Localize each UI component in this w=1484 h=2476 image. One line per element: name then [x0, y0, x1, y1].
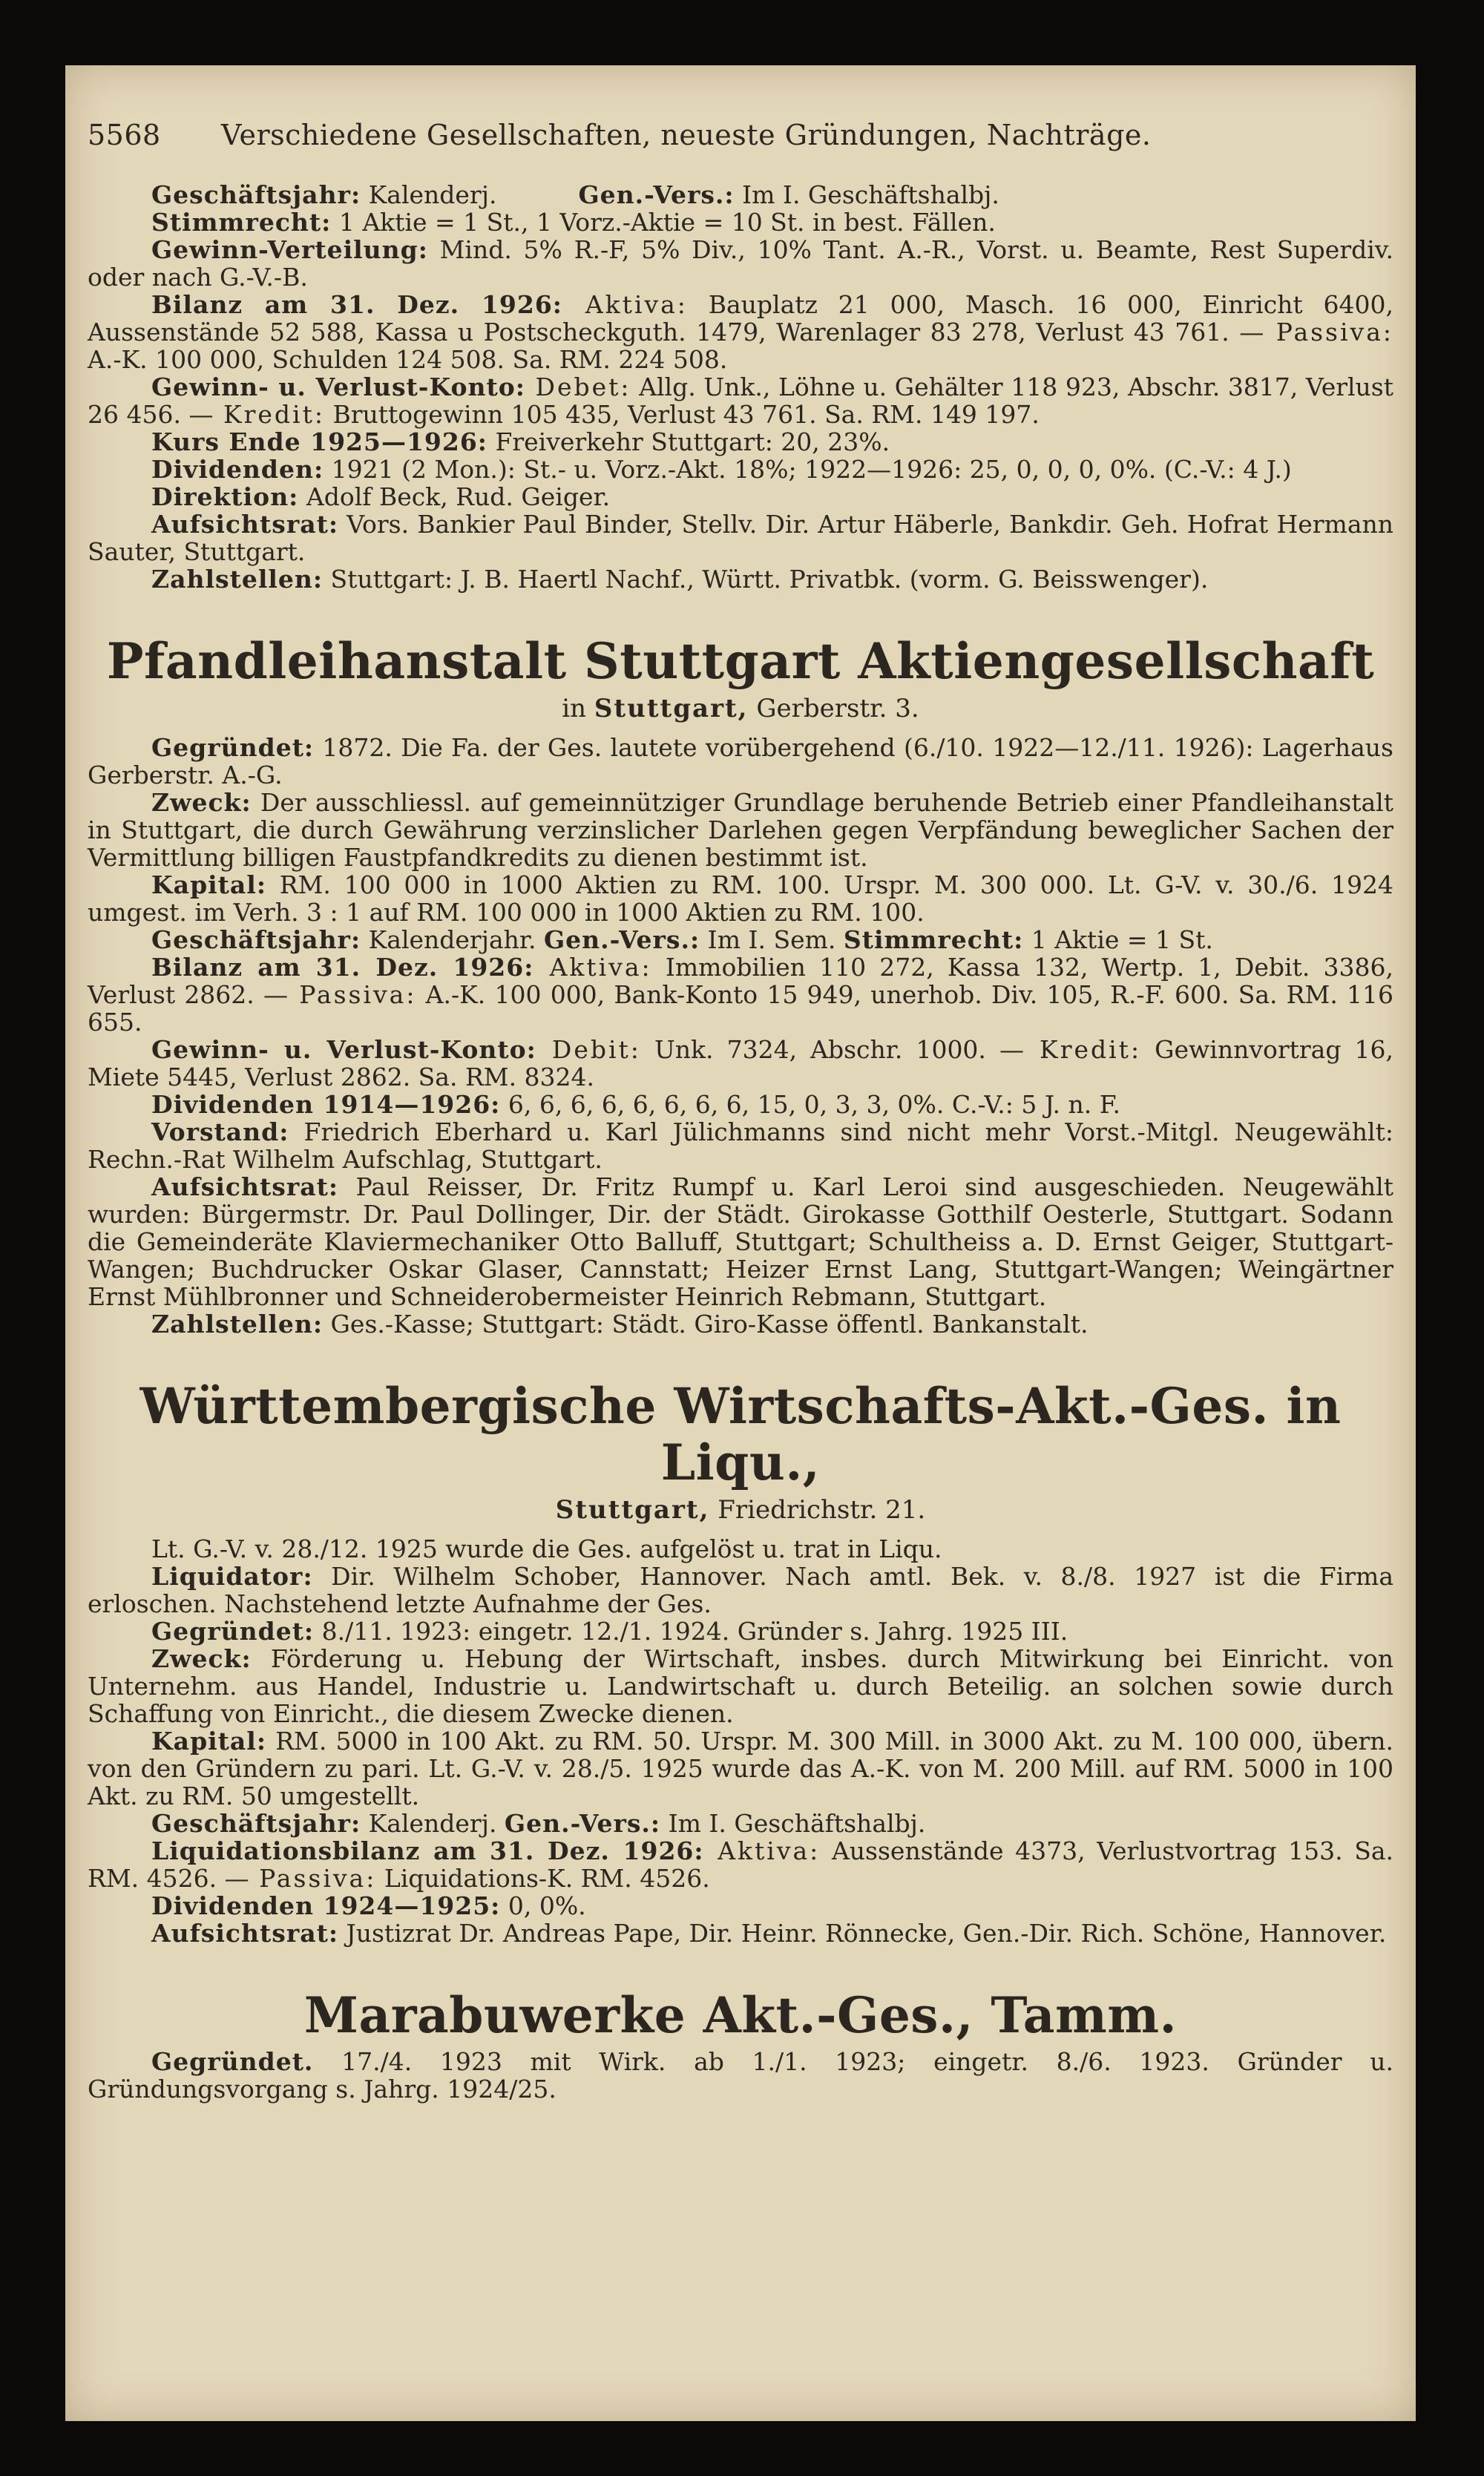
scanned-page	[65, 65, 1416, 2421]
label: Gegründet.	[151, 2047, 314, 2076]
direktion	[88, 483, 1393, 510]
label: Bilanz am 31. Dez. 1926:	[151, 290, 562, 319]
label: Stimmrecht:	[151, 208, 332, 237]
value: Immobilien 110 272, Kassa 132, Wertp. 1, Debit. 3386, Verlust 2862. —	[88, 953, 1393, 1009]
label: Zweck:	[151, 788, 252, 817]
label: Gen.-Vers.:	[578, 180, 735, 209]
gewinn-verteilung	[88, 236, 1393, 291]
value: Im I. Geschäftshalbj.	[734, 180, 999, 209]
value: Adolf Beck, Rud. Geiger.	[298, 482, 611, 511]
value: Kalenderjahr.	[361, 925, 544, 954]
value: Friedrich Eberhard u. Karl Jülichmanns sind nicht mehr Vorst.-Mitgl. Neugewählt: Rechn.-Rat Wilhelm Aufschlag, Stuttgart.	[88, 1117, 1393, 1174]
value: Allg. Unk., Löhne u. Gehälter 118 923, Abschr. 3817, Verlust 26 456. —	[88, 372, 1394, 429]
label: Bilanz am 31. Dez. 1926:	[151, 953, 534, 982]
value: Liquidations-K. RM. 4526.	[376, 1864, 710, 1893]
page-number: 5568	[88, 119, 161, 151]
bilanz	[88, 291, 1393, 373]
label: Gewinn- u. Verlust-Konto:	[151, 372, 525, 401]
liquidator	[88, 1563, 1393, 1618]
entry-wirtschafts-ag	[88, 1535, 1393, 1947]
value: Stuttgart: J. B. Haertl Nachf., Württ. Privatbk. (vorm. G. Beisswenger).	[323, 565, 1209, 594]
dividenden	[88, 456, 1393, 483]
value: Kalenderj.	[361, 1809, 505, 1838]
stimmrecht-line	[88, 208, 1393, 236]
value: RM. 100 000 in 1000 Aktien zu RM. 100. Urspr. M. 300 000. Lt. G-V. v. 30./6. 1924 umgest. im Verh. 3 : 1 auf RM. 100 000 in 1000 Aktien zu RM. 100.	[88, 870, 1393, 927]
label: Gen.-Vers.:	[504, 1809, 661, 1838]
value: Dir. Wilhelm Schober, Hannover. Nach amtl. Bek. v. 8./8. 1927 ist die Firma erloschen. Nachstehend letzte Aufnahme der Ges.	[88, 1562, 1393, 1618]
kapital	[88, 1727, 1393, 1810]
label: Direktion:	[151, 482, 299, 511]
value: Im I. Geschäftshalbj.	[660, 1809, 926, 1838]
label: Debit:	[536, 1035, 641, 1064]
company-heading-marabuwerke: Marabuwerke Akt.-Ges., Tamm.	[303, 1986, 1178, 2044]
value: A.-K. 100 000, Schulden 124 508. Sa. RM. 224 508.	[88, 345, 728, 374]
value: Förderung u. Hebung der Wirtschaft, insbes. durch Mitwirkung bei Einricht. von Unternehm. aus Handel, Industrie u. Landwirtschaft u. durch Beteilig. an solchen sowie durch Schaffung von Einricht., die diesem Zwecke dienen.	[88, 1644, 1393, 1728]
vorstand	[88, 1118, 1393, 1173]
label: Kurs Ende 1925—1926:	[151, 427, 487, 456]
label: Aktiva:	[562, 290, 688, 319]
value: 1872. Die Fa. der Ges. lautete vorübergehend (6./10. 1922—12./11. 1926): Lagerhaus Gerberstr. A.-G.	[88, 733, 1393, 789]
address: Friedrichstr. 21.	[709, 1495, 926, 1525]
entry-marabuwerke	[88, 2048, 1393, 2103]
label: Liquidator:	[151, 1562, 313, 1591]
company-heading-wirtschafts-ag: Württembergische Wirtschafts-Akt.-Ges. in Liqu.,	[139, 1377, 1342, 1491]
gegruendet	[88, 2048, 1393, 2103]
label: Aufsichtsrat:	[151, 1919, 339, 1948]
label: Aufsichtsrat:	[151, 1172, 339, 1201]
geschaeftsjahr-line	[88, 181, 1393, 208]
value: 0, 0%.	[500, 1891, 586, 1920]
value: Vors. Bankier Paul Binder, Stellv. Dir. Artur Häberle, Bankdir. Geh. Hofrat Hermann Sauter, Stuttgart.	[88, 510, 1393, 566]
value: 1 Aktie = 1 St.	[1023, 925, 1213, 954]
zahlstellen	[88, 565, 1393, 593]
value: Ges.-Kasse; Stuttgart: Städt. Giro-Kasse öffentl. Bankanstalt.	[323, 1310, 1089, 1339]
liquidationsbilanz	[88, 1837, 1393, 1892]
value: Kalenderj.	[361, 180, 497, 209]
value: Aussenstände 4373, Verlustvortrag 153. Sa. RM. 4526. —	[88, 1836, 1393, 1893]
value: Bauplatz 21 000, Masch. 16 000, Einricht 6400, Aussenstände 52 588, Kassa u Postscheckguth. 1479, Warenlager 83 278, Verlust 43 761. —	[88, 290, 1393, 347]
value: 1921 (2 Mon.): St.- u. Vorz.-Akt. 18%; 1922—1926: 25, 0, 0, 0, 0%. (C.-V.: 4 J.)	[324, 455, 1292, 484]
value: 17./4. 1923 mit Wirk. ab 1./1. 1923; eingetr. 8./6. 1923. Gründer u. Gründungsvorgang s. Jahrg. 1924/25.	[88, 2047, 1393, 2104]
label: Kredit:	[1023, 1035, 1142, 1064]
label: Zahlstellen:	[151, 565, 324, 594]
label: Kapital:	[151, 1727, 267, 1756]
dividenden	[88, 1091, 1393, 1118]
label: Dividenden 1914—1926:	[151, 1090, 501, 1119]
geschaeftsjahr-line	[88, 926, 1393, 953]
label: Passiva:	[249, 1864, 377, 1893]
entry-continued	[88, 181, 1393, 593]
address: Gerberstr. 3.	[748, 694, 919, 723]
geschaeftsjahr-line	[88, 1810, 1393, 1837]
label: Dividenden:	[151, 455, 324, 484]
label: Dividenden 1924—1925:	[151, 1891, 501, 1920]
gegruendet	[88, 1618, 1393, 1645]
value: Mind. 5% R.-F, 5% Div., 10% Tant. A.-R., Vorst. u. Beamte, Rest Superdiv. oder nach G.-V.-B.	[88, 235, 1393, 292]
value: Justizrat Dr. Andreas Pape, Dir. Heinr. Rönnecke, Gen.-Dir. Rich. Schöne, Hannover.	[338, 1919, 1387, 1948]
label: Gegründet:	[151, 733, 315, 762]
aufsichtsrat	[88, 1920, 1393, 1947]
value: Bruttogewinn 105 435, Verlust 43 761. Sa. RM. 149 197.	[324, 400, 1040, 429]
label: Debet:	[525, 372, 631, 401]
company-location	[88, 1495, 1393, 1525]
label: Zweck:	[151, 1644, 252, 1673]
label: Passiva:	[1264, 318, 1393, 347]
label: Stimmrecht:	[843, 925, 1024, 954]
company-location	[88, 694, 1393, 723]
intro: Lt. G.-V. v. 28./12. 1925 wurde die Ges. aufgelöst u. trat in Liqu.	[151, 1534, 942, 1563]
loc-prefix: in	[562, 694, 594, 723]
label: Gewinn- u. Verlust-Konto:	[151, 1035, 536, 1064]
city: Stuttgart,	[555, 1495, 710, 1525]
label: Geschäftsjahr:	[151, 180, 361, 209]
gewinn-verlust-konto	[88, 1036, 1393, 1091]
label: Geschäftsjahr:	[151, 1809, 361, 1838]
zahlstellen	[88, 1310, 1393, 1338]
label: Gewinn-Verteilung:	[151, 235, 428, 264]
value: Freiverkehr Stuttgart: 20, 23%.	[487, 427, 890, 456]
running-title: Verschiedene Gesellschaften, neueste Gründungen, Nachträge.	[221, 119, 1152, 151]
label: Aktiva:	[703, 1836, 821, 1865]
label: Vorstand:	[151, 1117, 289, 1146]
bilanz	[88, 953, 1393, 1036]
label: Gegründet:	[151, 1617, 315, 1646]
label: Passiva:	[288, 980, 417, 1009]
kapital	[88, 871, 1393, 926]
page-content	[88, 65, 1393, 2103]
value: Unk. 7324, Abschr. 1000. —	[640, 1035, 1024, 1064]
value: 8./11. 1923: eingetr. 12./1. 1924. Gründer s. Jahrg. 1925 III.	[314, 1617, 1068, 1646]
value: Der ausschliessl. auf gemeinnütziger Grundlage beruhende Betrieb einer Pfandleihanstalt in Stuttgart, die durch Gewährung verzinslicher Darlehen gegen Verpfändung beweglicher Sachen der Vermittlung billigen Faustpfandkredits zu dienen bestimmt ist.	[88, 788, 1393, 872]
running-head	[88, 119, 1393, 151]
value: RM. 5000 in 100 Akt. zu RM. 50. Urspr. M. 300 Mill. in 3000 Akt. zu M. 100 000, übern. von den Gründern zu pari. Lt. G.-V. v. 28./5. 1925 wurde das A.-K. von M. 200 Mill. auf RM. 5000 in 100 Akt. zu RM. 50 umgestellt.	[88, 1727, 1393, 1810]
value: Paul Reisser, Dr. Fritz Rumpf u. Karl Leroi sind ausgeschieden. Neugewählt wurden: Bürgermstr. Dr. Paul Dollinger, Dir. der Städt. Girokasse Gotthilf Oesterle, Stuttgart. Sodann die Gemeinderäte Klaviermechaniker Otto Balluff, Stuttgart; Schultheiss a. D. Ernst Geiger, Stuttgart-Wangen; Buchdrucker Oskar Glaser, Cannstatt; Heizer Ernst Lang, Stuttgart-Wangen; Weingärtner Ernst Mühlbronner und Schneiderobermeister Heinrich Rebmann, Stuttgart.	[88, 1172, 1393, 1311]
kurs	[88, 428, 1393, 456]
value: A.-K. 100 000, Bank-Konto 15 949, unerhob. Div. 105, R.-F. 600. Sa. RM. 116 655.	[88, 980, 1394, 1037]
aufsichtsrat	[88, 510, 1393, 565]
label: Gen.-Vers.:	[544, 925, 700, 954]
label: Geschäftsjahr:	[151, 925, 361, 954]
dividenden	[88, 1892, 1393, 1920]
value: 6, 6, 6, 6, 6, 6, 6, 6, 15, 0, 3, 3, 0%. C.-V.: 5 J. n. F.	[500, 1090, 1120, 1119]
gewinn-verlust-konto	[88, 373, 1393, 428]
label: Aktiva:	[533, 953, 652, 982]
label: Kapital:	[151, 870, 267, 899]
label: Liquidationsbilanz am 31. Dez. 1926:	[151, 1836, 704, 1865]
value: Gewinnvortrag 16, Miete 5445, Verlust 2862. Sa. RM. 8324.	[88, 1035, 1393, 1091]
city: Stuttgart,	[594, 694, 749, 723]
zweck	[88, 789, 1393, 871]
label: Zahlstellen:	[151, 1310, 324, 1339]
label: Aufsichtsrat:	[151, 510, 339, 539]
label: Kredit:	[213, 400, 325, 429]
company-heading-pfandleihanstalt: Pfandleihanstalt Stuttgart Aktiengesellschaft	[106, 632, 1375, 690]
aufsichtsrat	[88, 1173, 1393, 1310]
value: Im I. Sem.	[700, 925, 844, 954]
zweck	[88, 1645, 1393, 1727]
value: 1 Aktie = 1 St., 1 Vorz.-Aktie = 10 St. in best. Fällen.	[331, 208, 996, 237]
entry-pfandleihanstalt	[88, 734, 1393, 1338]
gegruendet	[88, 734, 1393, 789]
